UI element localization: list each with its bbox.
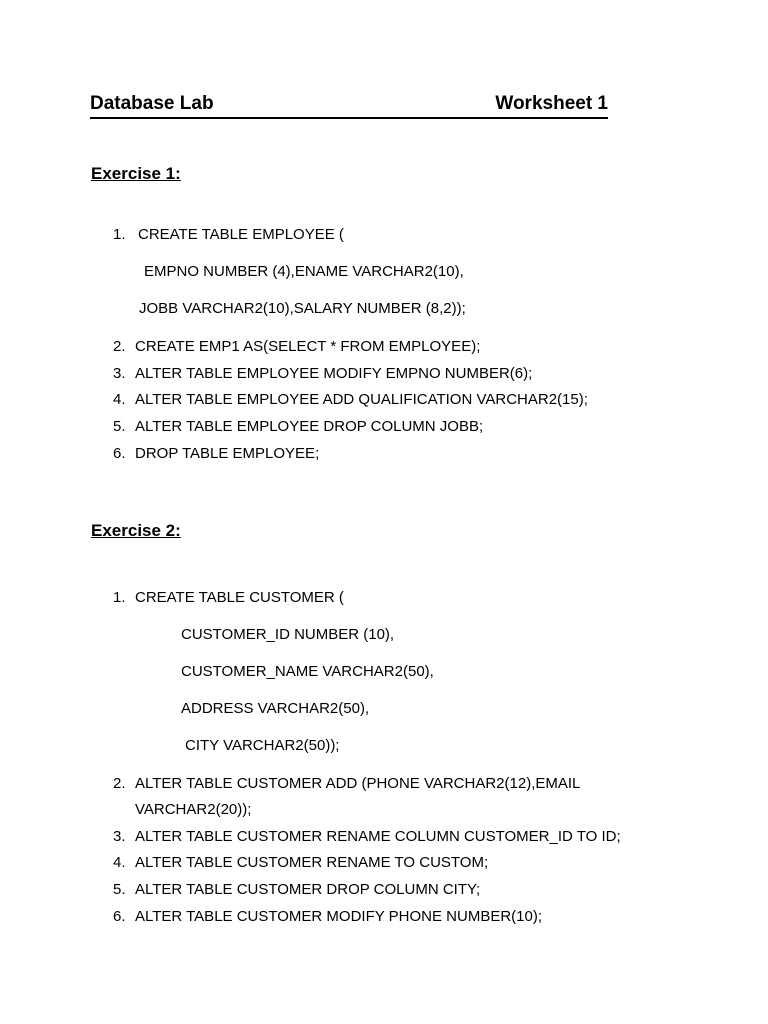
ex2-item-2-number: 2. xyxy=(113,775,126,792)
ex1-item-3-number: 3. xyxy=(113,365,126,382)
ex1-item-4-line-1: ALTER TABLE EMPLOYEE ADD QUALIFICATION VARCHAR2(15); xyxy=(135,391,588,408)
document-title: Database Lab xyxy=(90,93,214,114)
ex2-item-5-line-1: ALTER TABLE CUSTOMER DROP COLUMN CITY; xyxy=(135,881,481,898)
worksheet-label: Worksheet 1 xyxy=(495,93,608,114)
ex1-item-3-line-1: ALTER TABLE EMPLOYEE MODIFY EMPNO NUMBER(6); xyxy=(135,365,533,382)
ex2-item-2-line-2: VARCHAR2(20)); xyxy=(135,801,252,818)
ex1-item-2-line-1: CREATE EMP1 AS(SELECT * FROM EMPLOYEE); xyxy=(135,338,481,355)
ex1-item-5-line-1: ALTER TABLE EMPLOYEE DROP COLUMN JOBB; xyxy=(135,418,484,435)
ex1-item-6-number: 6. xyxy=(113,445,126,462)
ex2-item-3-number: 3. xyxy=(113,828,126,845)
ex2-item-4-line-1: ALTER TABLE CUSTOMER RENAME TO CUSTOM; xyxy=(135,854,489,871)
ex2-item-2-line-1: ALTER TABLE CUSTOMER ADD (PHONE VARCHAR2(12),EMAIL xyxy=(135,775,581,792)
ex2-item-6-line-1: ALTER TABLE CUSTOMER MODIFY PHONE NUMBER(10); xyxy=(135,908,543,925)
ex1-item-1-line-2: EMPNO NUMBER (4),ENAME VARCHAR2(10), xyxy=(144,263,464,280)
exercise-1-title: Exercise 1: xyxy=(91,164,181,183)
ex2-item-5-number: 5. xyxy=(113,881,126,898)
ex1-item-4-number: 4. xyxy=(113,391,126,408)
ex1-item-6-line-1: DROP TABLE EMPLOYEE; xyxy=(135,445,320,462)
ex2-item-6-number: 6. xyxy=(113,908,126,925)
ex1-item-1-line-1: CREATE TABLE EMPLOYEE ( xyxy=(138,226,344,243)
ex2-item-1-line-4: ADDRESS VARCHAR2(50), xyxy=(181,700,370,717)
ex2-item-1-line-1: CREATE TABLE CUSTOMER ( xyxy=(135,589,344,606)
ex1-item-2-number: 2. xyxy=(113,338,126,355)
ex2-item-4-number: 4. xyxy=(113,854,126,871)
ex2-item-1-line-5: CITY VARCHAR2(50)); xyxy=(185,737,340,754)
ex1-item-1-number: 1. xyxy=(113,226,126,243)
ex1-item-1-line-3: JOBB VARCHAR2(10),SALARY NUMBER (8,2)); xyxy=(139,300,466,317)
ex2-item-1-number: 1. xyxy=(113,589,126,606)
exercise-2-title: Exercise 2: xyxy=(91,521,181,540)
ex2-item-1-line-2: CUSTOMER_ID NUMBER (10), xyxy=(181,626,395,643)
ex2-item-3-line-1: ALTER TABLE CUSTOMER RENAME COLUMN CUSTOMER_ID TO ID; xyxy=(135,828,621,845)
ex1-item-5-number: 5. xyxy=(113,418,126,435)
page-header xyxy=(90,93,608,119)
ex2-item-1-line-3: CUSTOMER_NAME VARCHAR2(50), xyxy=(181,663,434,680)
